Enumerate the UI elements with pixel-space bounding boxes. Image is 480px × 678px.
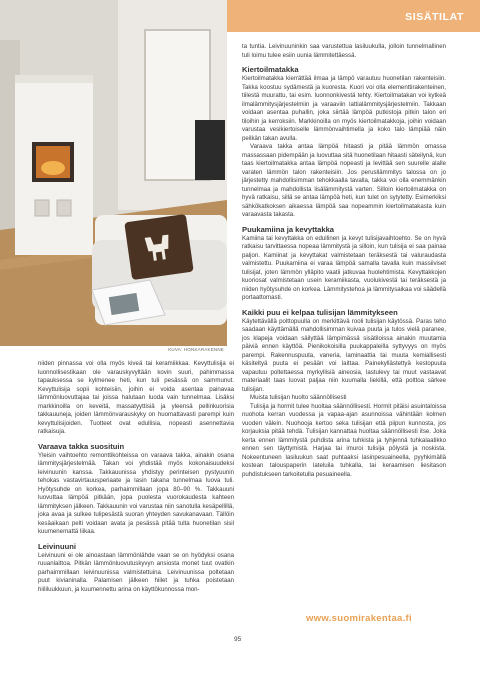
website-link[interactable]: www.suomirakentaa.fi — [306, 613, 412, 624]
fireplace-photo — [0, 0, 227, 346]
paragraph-huolto: Tulisija ja hormit tulee huoltaa säännöllisesti. Hormit pitäisi asuintaloissa nuohota kerran vuodessa ja vapaa-ajan asunnoissa vähintään kolmen vuoden välein. Nuohooja kertoo seka tulisijan että piipun kunnosta, jos korjauksia pitää tehdä. Tulisijan kannattaa huoltaa säännöllisesti itse. Joka kerta ennen lämmitystä puhdista arina tuhkista ja tyhjennä tuhkalaatikko ennen sen täyttymistä. Harjaa tai imuroi tulisija pölystä ja noskista. Nokeentuneen lasiluukun saat puhtaaksi lasinpesuaineella, pyyhkimällä kostean talouspaperin lateluila tuhkalla, tai keraamisen liesitason puhdistukseen tarkoitetulla pesuaineella. — [242, 402, 446, 478]
intro-paragraph: niiden pinnassa voi olla myös kiveä tai keramiikkaa. Kevyttulisija ei luonnollisestikaan ole varauskyvyltään kovin suuri, pahimmassa tapauksessa se kylmenee heti, kun tuli pesässä on sammunut. Kevyttulisija sopii kohteisiin, joihin ei voida asentaa painavaa lämmönluovuttajaa tai joissa halutaan luoda vain tunnelmaa. Lisäksi markkinoilla on keveitä, massatyyttisiä ja yleensä pellinkuorisia takkauuneja, joiden lämmönvarauskyky on huomattavasti parempi kuin kevyttulisijoiden. Tuotteet ovat edullisia, nopeasti asennettavia ratkaisuja. — [38, 360, 234, 435]
page-number: 95 — [234, 636, 242, 643]
paragraph-kiertoilmatakka-2: Varaava takka antaa lämpöä hitaasti ja pitää lämmön omassa massassaan pidempään ja luovuttaa sitä huonetilaan hitaasti säteilynä, kun taas kiertoilmatakka antaa lämpöä nopeasti ja levittää sen suurelle alalle varaten lämmön talon rakenteisiin. Jos perusllämmitys talossa on jo järjestetty mahdollisimman tehokkaalla tavalla, takka voi olla enemmänkin tunnelmaa ja mahdollista lisälämmitystä varten. Silloin kiertoilmatakka on hyvä ratkaisu, sillä se antaa lämpöä heti, kun tulet on sytytetty. Esimerkiksi sähkökatkoksen aikaessa lämpöä saa nopeammin kiertoilmatakasta kuin varaavasta takasta. — [242, 143, 446, 218]
continued-paragraph: ta tuntia. Leivinuuninkin saa varustettua lasiluukulla, jolloin tunnelmallinen tuli loimu tulee esiin uunia lämmitettäessä. — [242, 43, 446, 59]
right-column — [242, 43, 446, 479]
section-title: SISÄTILAT — [405, 11, 464, 23]
paragraph-kiertoilmatakka: Kiertoilmatakka kierrättää ilmaa ja lämpö varautuu huonetilan rakenteisiin. Takka koostuu sydämestä ja kuoresta. Kuori voi olla elementtirakenteinen, tiilestä muurattu, tai esim. luonnonkivestä tehty. Kiertoilmatakan voi kytkeä ilmalämmitysjärjestelmiin ja varaaviin lattialämmitysjärjestelmiin. Takkaan voidaan asentaa puhallin, joka siirtää lämpöä putkistoja pitkin talon eri tiloihin ja kerroksiin. Markkinoilla on myös kiertoilmatakkoja, joihin voidaan varustaa vesikiertoiselle lämmönvaihtimella ja koko talo lämpiää näin peilkän takan avulla. — [242, 75, 446, 142]
heading-leivinuuni: Leivinuuni — [38, 541, 76, 551]
photo-credit: KUVA: HONKARAKENNE — [168, 347, 224, 352]
heading-kiertoilmatakka: Kiertoilmatakka — [242, 65, 299, 74]
paragraph-huolto-lead: Muista tulisijan huolto säännöllisesti — [250, 394, 347, 401]
paragraph-kaikki-puu: Käytettävällä polttopuulla on merkittävä rooli tulisijan käytössä. Paras teho saadaan käyttämällä mahdollisimman kuivaa puuta ja tulos vielä paranee, jos klapeja voidaan säilyttää lämpimässä sisätiloissa ainakin muutamia päiviä ennen käyttöä. Pienikokoisilla puukappaleilla syttyvyys on myös parempi. Rakennuspuuta, vaneria, laminaattia tai muuta kemiallisesti käsiteltyä puuta ei pesään voi laittaa. Painekyllästettyä kestopuuta vapautuu poltettaessa myrkyllisiä aineosia, lastulevy tai muut vastaavat materiaalit taas luovat paljaa niin kuumalla liekillä, että polttoa särkee tulisijan. — [242, 317, 446, 393]
paragraph-leivinuuni: Leivinuuni ei ole ainoastaan lämmönlähde vaan se on hyödyksi osana ruuanlaittoa. Pitkän lämmönluovutuskyvyn ansiosta monet tuut ovatkin parhaimmillaan leivinuunissa valmistettuina. Leivinuunissa poltetaan puut kivianinalla. Palamisen jälkeen hiilet ja tuhka poistetaan hiililuukkuun, ja kuumennettu arina on käyttökunnossa mon- — [38, 551, 234, 593]
paragraph-puukamiina: Kamiina tai kevyttakka on edullinen ja kevyt tulisijavaihtoehto. Se on hyvä ratkaisu tarvittaessa nopeaa lämmitystä ja silloin, kun tulisija ei saa painaa paljon. Kamiinat ja kevyttakat valmistetaan teräksestä tai valuraudasta valmistettu. Puukamiina ei varaa lämpöä samalla tavalla kuin massiiviset tulisijat, joten lämmön ylläpito vaatii jatkuvaa huolehtimista. Kevyttakkojen kuoriosat valmistetaan usein keramiikasta, vuolukivestä tai teräksestä ja niiden hyötysuhde on korkea. Lämmitystehoa ja lämmitysaikaa voi säädellä portaattomasti. — [242, 234, 446, 301]
paragraph-varaava-takka: Yleisin vaihtoehto remonttikohteissa on varaava takka, ainakin osana lämmitysjärjestelmää. Takan voi yhdistää myös kokonaisuudeksi leivinuunin kanssa. Takkauunissa yhdistyy perinteisen pystyuunin tehokas vastavirtauusperiaate ja lasin takana tunnelmaa luova tuli. Hyötysuhde on korkea, parhaimmillaan jopa 80–90 %. Takkauuni luovuttaa lämpöä pitkään, jopa puolesta vuorokaudesta kahteen lämmityksen jälkeen. Takkauunin voi varustaa niin sanotulla kesäpellillä, joka avaa ja sulkee tulipesästä suoran yhteyden savukanavaan. Tällöin kesäaikaan pelti voidaan avata ja pesässä pitää tulta huonetilan sisil kuumenemattä liikaa. — [38, 451, 234, 535]
heading-puukamiina: Puukamiina ja kevyttakka — [242, 224, 335, 234]
heading-varaava-takka: Varaava takka suosituin — [38, 441, 125, 451]
heading-kaikki-puu: Kaikki puu ei kelpaa tulisijan lämmitykseen — [242, 307, 398, 317]
left-column — [38, 360, 234, 594]
